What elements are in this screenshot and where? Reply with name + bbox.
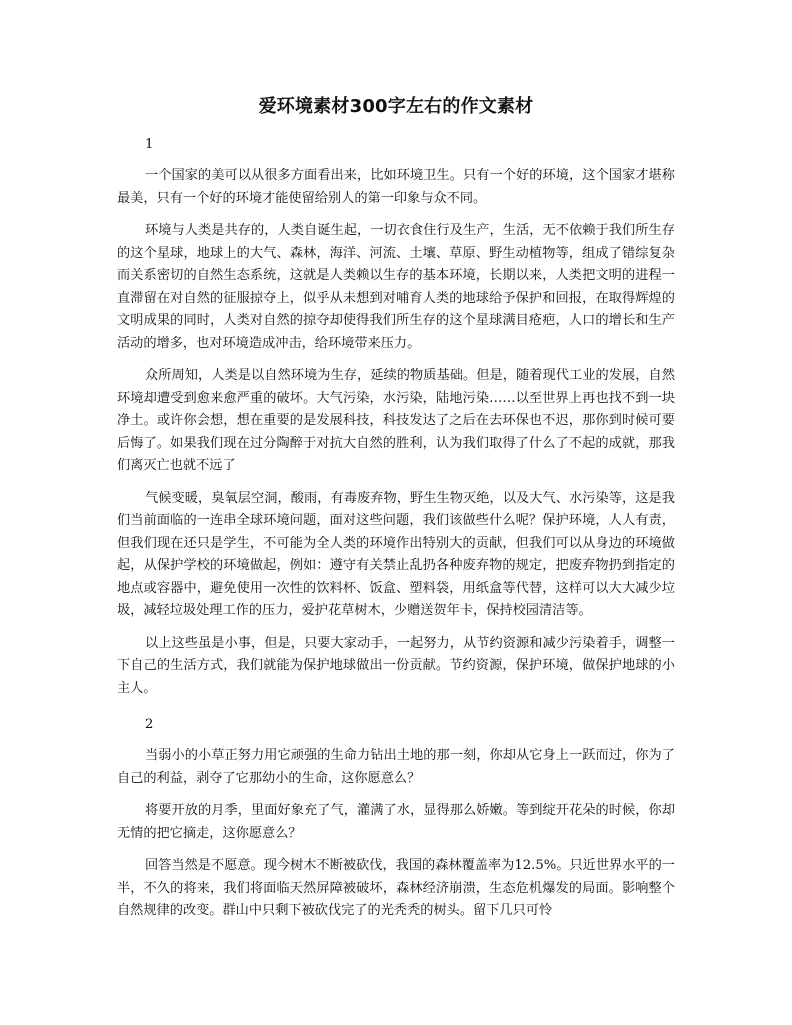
paragraph: 回答当然是不愿意。现今树木不断被砍伐，我国的森林覆盖率为12.5%。只近世界水平的一半，不久的将来，我们将面临天然屏障被破坏，森林经济崩溃，生态危机爆发的局面。影响整个自然规律的改变。群山中只剩下被砍伐完了的光秃秃的树头。留下几只可怜 — [117, 858, 675, 918]
paragraph: 以上这些虽是小事，但是，只要大家动手，一起努力，从节约资源和减少污染着手，调整一下自己的生活方式，我们就能为保护地球做出一份贡献。节约资源，保护环境，做保护地球的小主人。 — [117, 635, 675, 696]
paragraph: 环境与人类是共存的，人类自诞生起，一切衣食住行及生产，生活，无不依赖于我们所生存的这个星球，地球上的大气、森林，海洋、河流、土壤、草原、野生动植物等，组成了错综复杂而关系密切的自然生态系统，这就是人类赖以生存的基本环境，长期以来，人类把文明的进程一直滞留在对自然的征服掠夺上，似乎从未想到对哺育人类的地球给予保护和回报，在取得辉煌的文明成果的同时，人类对自然的掠夺却使得我们所生存的这个星球满目疮疤，人口的增长和生产活动的增多，也对环境造成冲击，给环境带来压力。 — [117, 223, 675, 351]
paragraph: 当弱小的小草正努力用它顽强的生命力钻出土地的那一刻，你却从它身上一跃而过，你为了自己的利益，剥夺了它那幼小的生命，这你愿意么？ — [117, 748, 675, 786]
paragraph: 将要开放的月季，里面好象充了气，灌满了水，显得那么娇嫩。等到绽开花朵的时候，你却无情的把它摘走，这你愿意么？ — [117, 803, 675, 841]
section-number: 1 — [145, 137, 154, 152]
document-title: 爱环境素材300字左右的作文素材 — [258, 96, 534, 117]
paragraph: 一个国家的美可以从很多方面看出来，比如环境卫生。只有一个好的环境，这个国家才堪称最美，只有一个好的环境才能使留给别人的第一印象与众不同。 — [117, 168, 675, 206]
paragraph: 气候变暖，臭氧层空洞，酸雨，有毒废弃物，野生生物灭绝，以及大气、水污染等，这是我们当前面临的一连串全球环境问题，面对这些问题，我们该做些什么呢？保护环境，人人有责，但我们现在还只是学生，不可能为全人类的环境作出特别大的贡献，但我们可以从身边的环境做起，从保护学校的环境做起，例如：遵守有关禁止乱扔各种废弃物的规定，把废弃物扔到指定的地点或容器中，避免使用一次性的饮料杯、饭盒、塑料袋，用纸盒等代替，这样可以大大减少垃圾，减轻垃圾处理工作的压力，爱护花草树木，少赠送贺年卡，保持校园清洁等。 — [117, 490, 675, 618]
document-body — [117, 134, 675, 933]
section-number: 2 — [145, 717, 154, 732]
paragraph: 众所周知，人类是以自然环境为生存，延续的物质基础。但是，随着现代工业的发展，自然环境却遭受到愈来愈严重的破坏。大气污染，水污染，陆地污染……以至世界上再也找不到一块净土。或许你会想，想在重要的是发展科技，科技发达了之后在去环保也不迟，那你到时候可要后悔了。如果我们现在过分陶醉于对抗大自然的胜利，认为我们取得了什么了不起的成就，那我们离灭亡也就不远了 — [117, 368, 675, 473]
